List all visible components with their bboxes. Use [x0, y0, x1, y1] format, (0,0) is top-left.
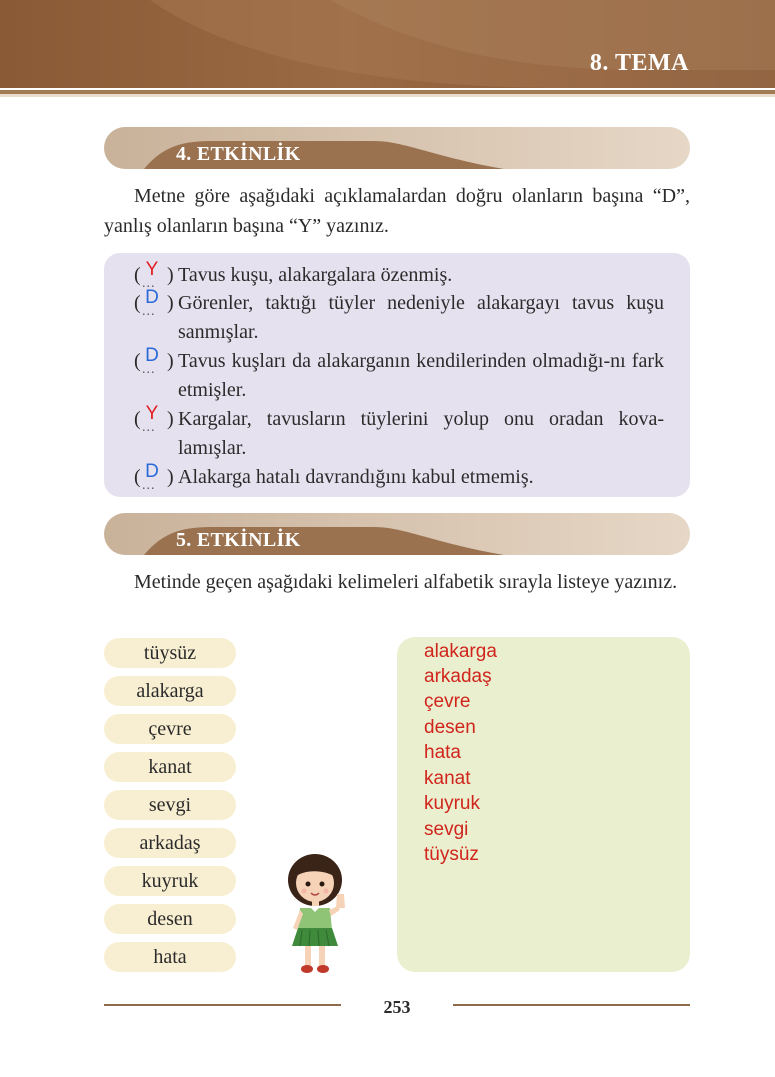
answer-word: arkadaş [424, 666, 492, 687]
paren-close: ) [167, 408, 174, 430]
paren-close: ) [167, 350, 174, 372]
statement-4 [134, 405, 664, 463]
answer-word: hata [424, 742, 461, 763]
statement-3-text: Tavus kuşları da alakarganın kendilerinden olmadığı-nı fark etmişler. [178, 350, 664, 401]
girl-illustration [282, 850, 352, 975]
statement-2-answer: D [145, 287, 159, 308]
statement-5-text: Alakarga hatalı davrandığını kabul etmemiş. [178, 466, 534, 488]
paren-open: ( [134, 264, 141, 286]
paren-open: ( [134, 350, 141, 372]
word-pill: kanat [104, 752, 236, 782]
word-pill: sevgi [104, 790, 236, 820]
activity-5-instruction [104, 567, 690, 597]
answer-word: kuyruk [424, 793, 480, 814]
answer-word: sevgi [424, 819, 469, 840]
answer-word: kanat [424, 768, 471, 789]
footer-rule-right [453, 1004, 690, 1006]
theme-title: 8. TEMA [589, 50, 689, 76]
answer-word: desen [424, 717, 476, 738]
dots: ... [142, 478, 156, 493]
paren-open: ( [134, 466, 141, 488]
activity-5-title-bar [104, 513, 690, 555]
word-pill: çevre [104, 714, 236, 744]
statement-3-answer: D [145, 345, 159, 366]
page-number: 253 [383, 997, 411, 1017]
statements-box [104, 253, 690, 497]
statement-1-answer: Y [145, 259, 159, 280]
statement-4-text: Kargalar, tavusların tüylerini yolup onu oradan kova-lamışlar. [178, 408, 664, 459]
answer-word: alakarga [424, 641, 497, 662]
dots: ... [142, 304, 156, 319]
activity-4-title-bar [104, 127, 690, 169]
paren-close: ) [167, 292, 174, 314]
word-pill: hata [104, 942, 236, 972]
answer-word: tüysüz [424, 844, 479, 865]
footer-rule-left [104, 1004, 341, 1006]
statement-5-answer: D [145, 461, 159, 482]
paren-open: ( [134, 292, 141, 314]
statement-1-text: Tavus kuşu, alakargalara özenmiş. [178, 264, 453, 286]
answer-word: çevre [424, 691, 471, 712]
statement-5 [134, 463, 664, 492]
word-pill: arkadaş [104, 828, 236, 858]
paren-close: ) [167, 466, 174, 488]
activity-4-instruction [104, 181, 690, 241]
statement-1 [134, 261, 664, 290]
activity-4-title: 4. ETKİNLİK [176, 143, 301, 165]
statement-3 [134, 347, 664, 405]
activity-5-title: 5. ETKİNLİK [176, 529, 301, 551]
paren-close: ) [167, 264, 174, 286]
activity-4-instruction-text: Metne göre aşağıdaki açıklamalardan doğru olanların başına “D”, yanlış olanların başına “Y” yazınız. [104, 185, 690, 237]
statement-2 [134, 289, 664, 347]
statement-2-text: Görenler, taktığı tüyler nedeniyle alakargayı tavus kuşu sanmışlar. [178, 292, 664, 343]
dots: ... [142, 276, 156, 291]
dots: ... [142, 420, 156, 435]
word-pill: kuyruk [104, 866, 236, 896]
statement-4-answer: Y [145, 403, 159, 424]
word-pill: desen [104, 904, 236, 934]
word-pill: alakarga [104, 676, 236, 706]
activity-5-instruction-text: Metinde geçen aşağıdaki kelimeleri alfabetik sırayla listeye yazınız. [134, 571, 678, 593]
paren-open: ( [134, 408, 141, 430]
word-pill: tüysüz [104, 638, 236, 668]
page-header [0, 0, 775, 100]
sorted-words-answer-box[interactable] [397, 637, 690, 972]
dots: ... [142, 362, 156, 377]
